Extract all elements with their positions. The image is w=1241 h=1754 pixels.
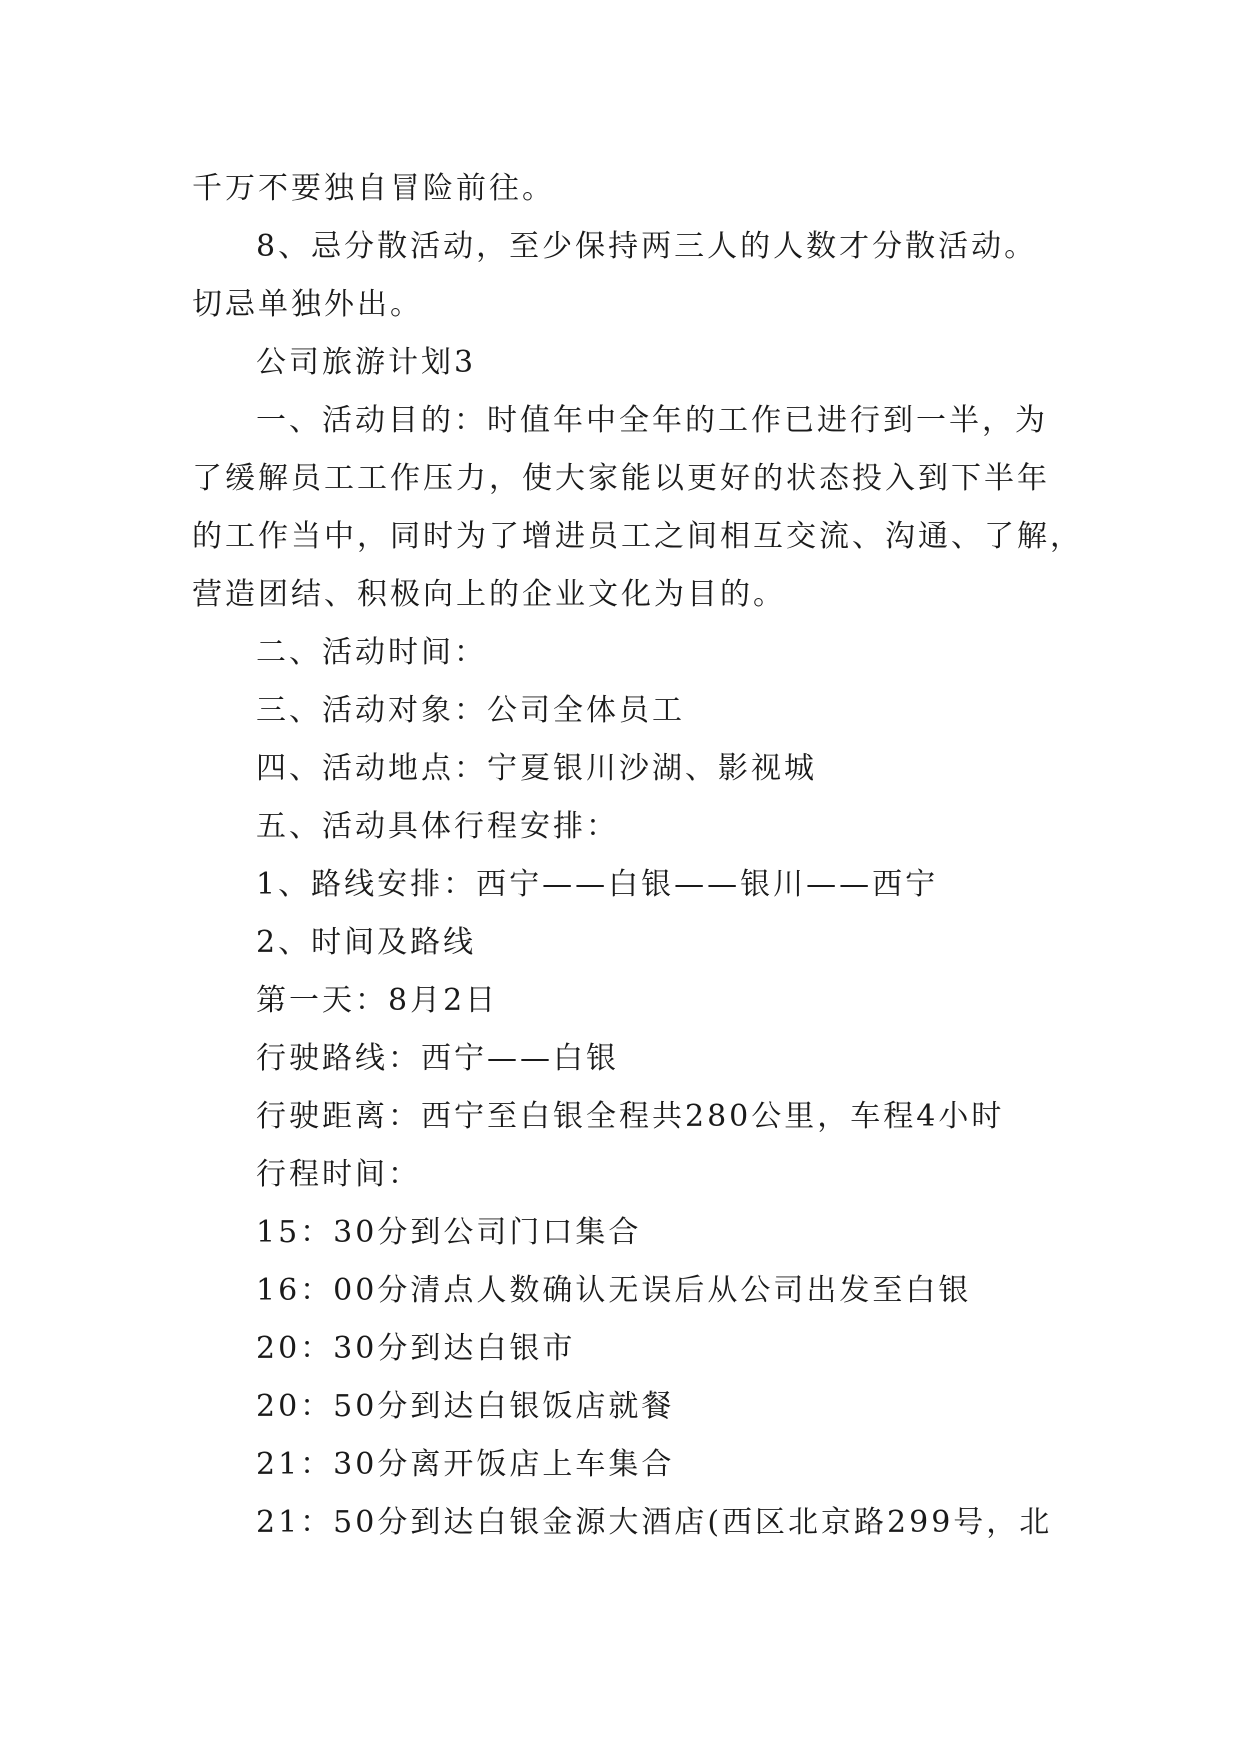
paragraph-line: 行驶路线：西宁——白银 bbox=[256, 1041, 619, 1076]
paragraph-line: 营造团结、积极向上的企业文化为目的。 bbox=[192, 577, 786, 612]
paragraph-line: 8、忌分散活动，至少保持两三人的人数才分散活动。 bbox=[256, 229, 1038, 264]
paragraph-line: 行驶距离：西宁至白银全程共280公里，车程4小时 bbox=[256, 1099, 1005, 1134]
schedule-item: 15：30分到公司门口集合 bbox=[256, 1215, 642, 1250]
paragraph-line: 一、活动目的：时值年中全年的工作已进行到一半，为 bbox=[256, 403, 1048, 438]
paragraph-line: 千万不要独自冒险前往。 bbox=[192, 171, 555, 206]
paragraph-line: 2、时间及路线 bbox=[256, 925, 477, 960]
paragraph-line: 三、活动对象：公司全体员工 bbox=[256, 693, 685, 728]
schedule-item: 20：50分到达白银饭店就餐 bbox=[256, 1389, 675, 1424]
paragraph-line: 五、活动具体行程安排： bbox=[256, 809, 619, 844]
paragraph-line: 行程时间： bbox=[256, 1157, 421, 1192]
paragraph-line: 了缓解员工工作压力，使大家能以更好的状态投入到下半年 bbox=[192, 461, 1050, 496]
paragraph-line: 第一天：8月2日 bbox=[256, 983, 499, 1018]
paragraph-line: 切忌单独外出。 bbox=[192, 287, 423, 322]
paragraph-line: 1、路线安排：西宁——白银——银川——西宁 bbox=[256, 867, 939, 902]
paragraph-line: 的工作当中，同时为了增进员工之间相互交流、沟通、了解， bbox=[192, 519, 1083, 554]
document-body bbox=[192, 160, 1083, 1552]
section-heading: 公司旅游计划3 bbox=[256, 345, 477, 380]
schedule-item: 21：30分离开饭店上车集合 bbox=[256, 1447, 675, 1482]
paragraph-line: 二、活动时间： bbox=[256, 635, 487, 670]
schedule-item: 21：50分到达白银金源大酒店(西区北京路299号，北 bbox=[256, 1505, 1053, 1540]
schedule-item: 16：00分清点人数确认无误后从公司出发至白银 bbox=[256, 1273, 972, 1308]
schedule-item: 20：30分到达白银市 bbox=[256, 1331, 576, 1366]
paragraph-line: 四、活动地点：宁夏银川沙湖、影视城 bbox=[256, 751, 817, 786]
